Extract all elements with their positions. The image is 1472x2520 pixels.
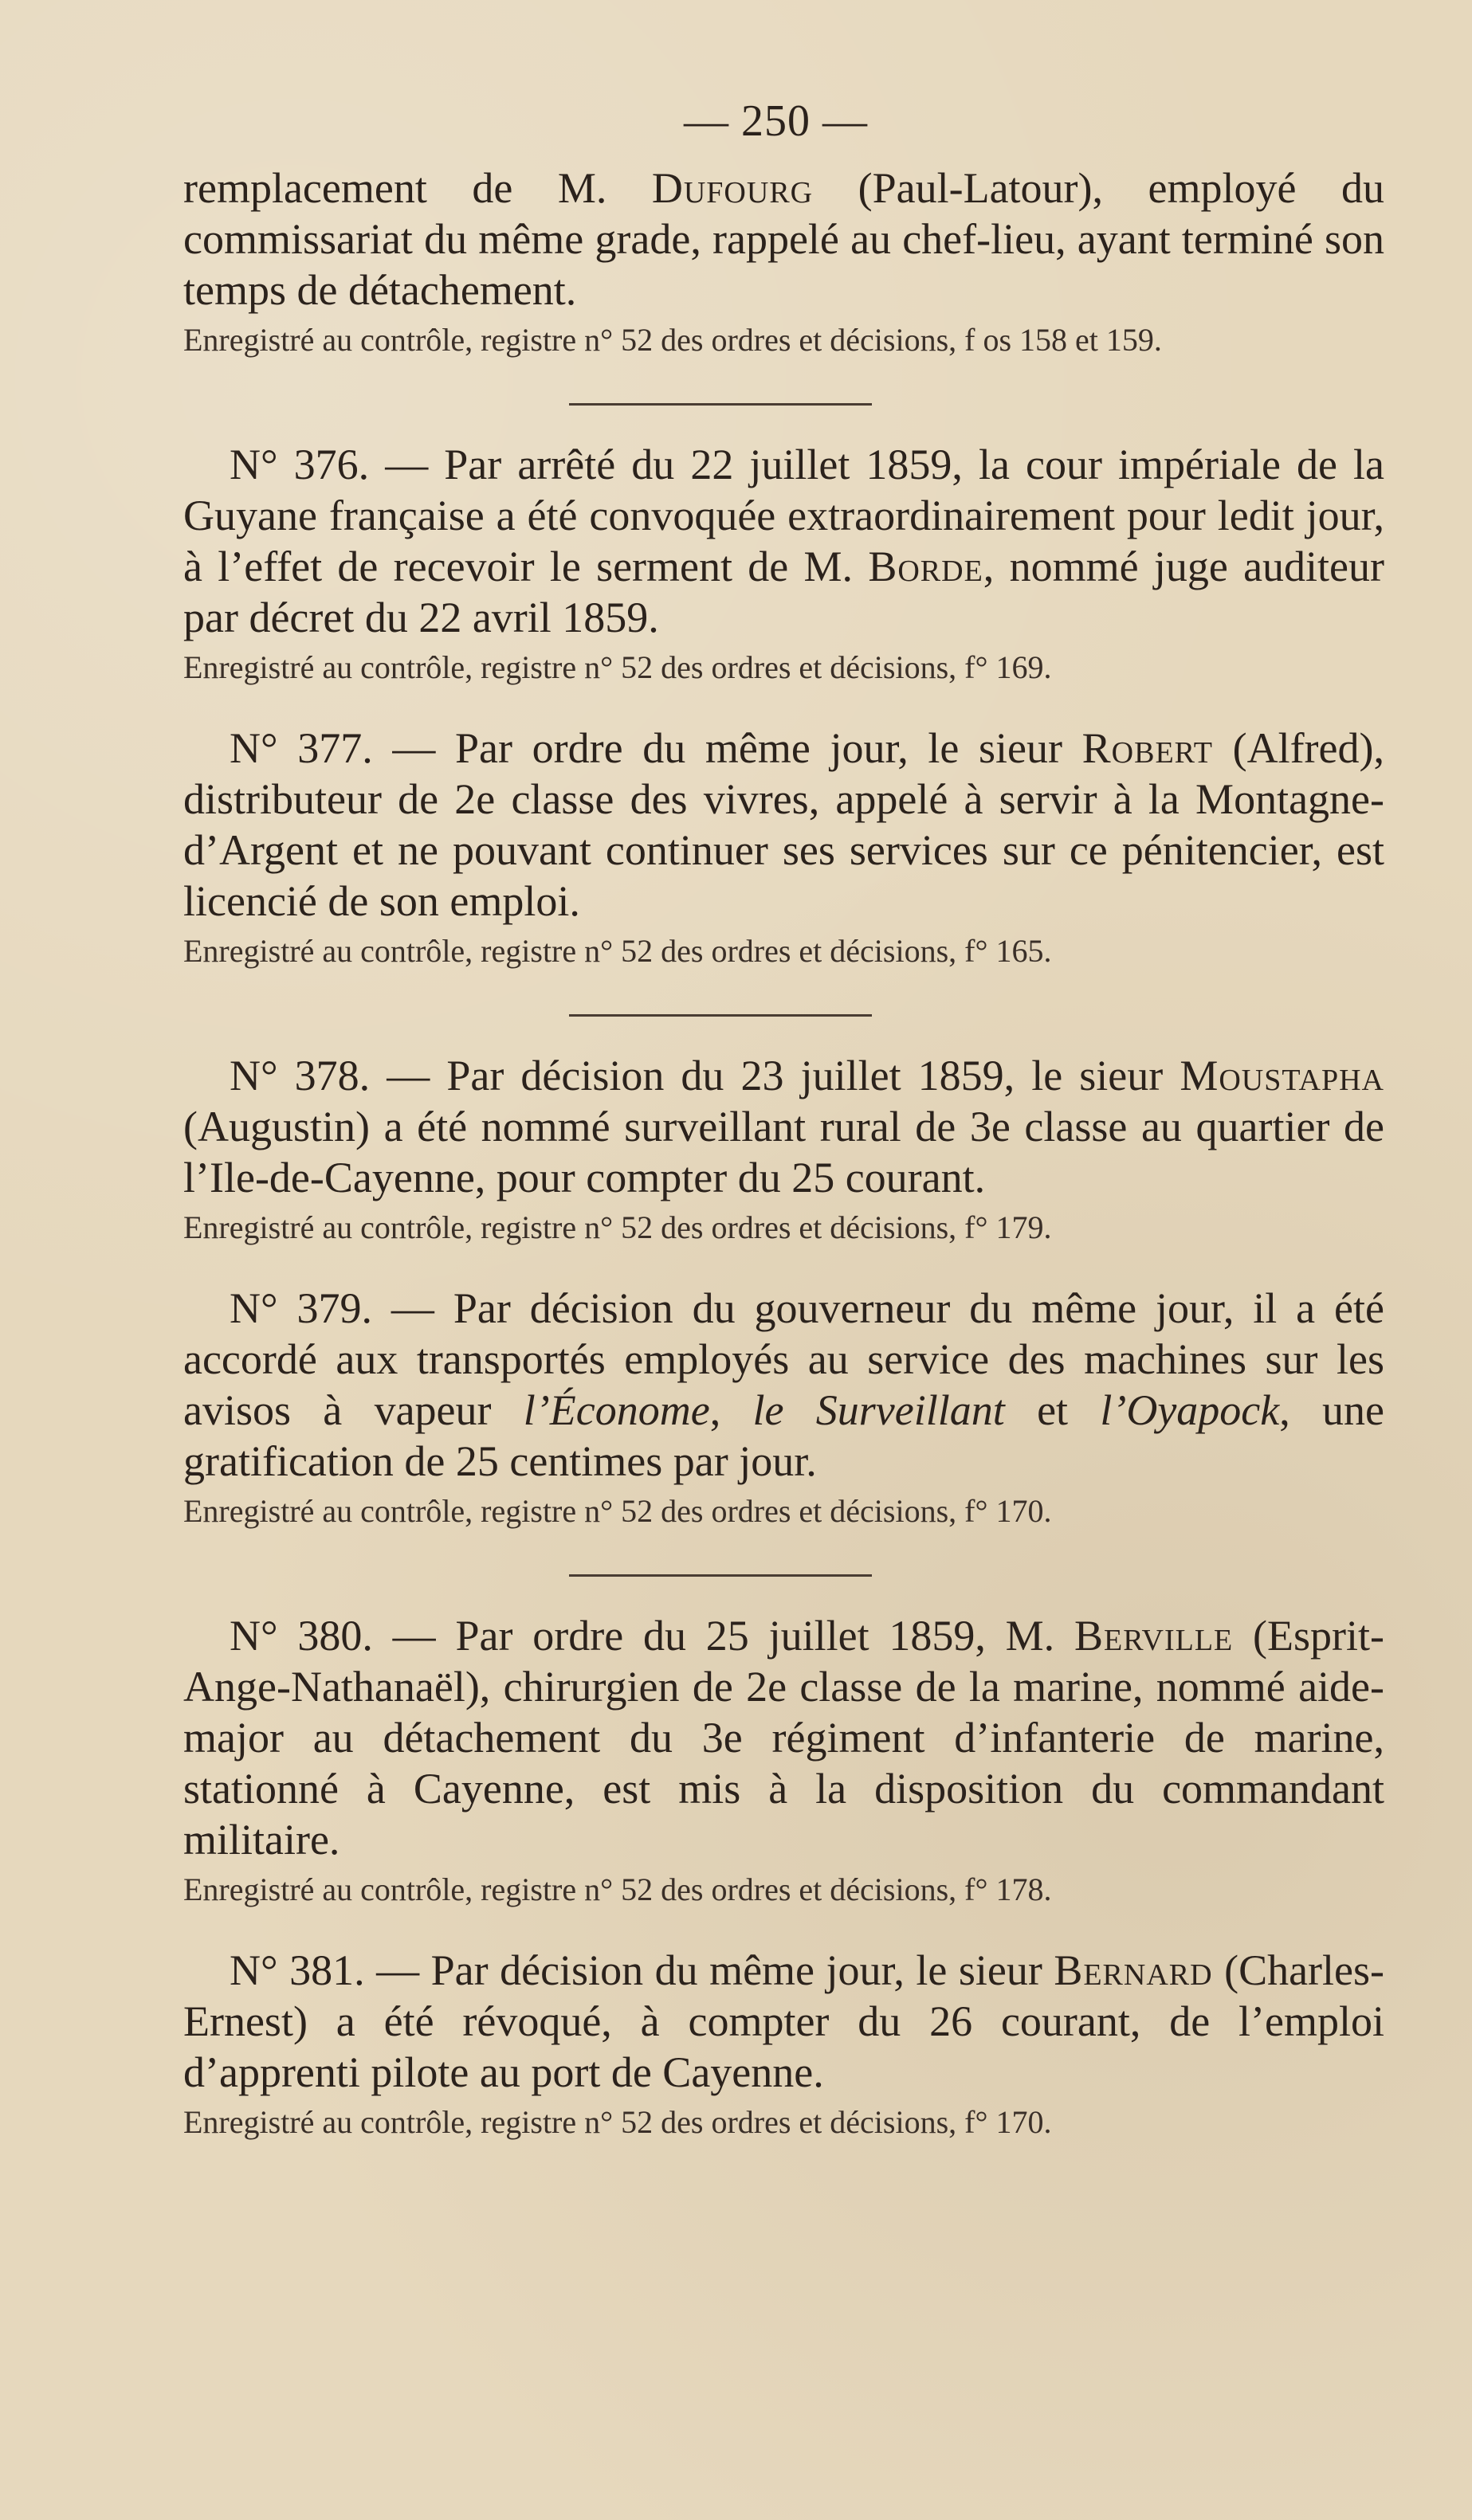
registry-note: Enregistré au contrôle, registre n° 52 des ordres et décisions, f° 170. [183, 1493, 1052, 1529]
entry-body [183, 439, 1384, 643]
registry-note: Enregistré au contrôle, registre n° 52 des ordres et décisions, f° 169. [183, 649, 1052, 685]
person-name: Berville [1074, 1612, 1234, 1660]
entry-body [183, 1945, 1384, 2098]
person-name: Bernard [1054, 1946, 1213, 1994]
ship-name: l’Oyapock [1100, 1386, 1280, 1434]
registry-note: Enregistré au contrôle, registre n° 52 des ordres et décisions, f os 158 et 159. [183, 322, 1162, 358]
body-text: (Augustin) a été nommé surveillant rural de 3e classe au quartier de l’Ile-de-Cayenne, pour compter du 25 courant. [183, 1103, 1384, 1201]
entry-intro [183, 163, 1384, 360]
body-text: N° 377. — Par ordre du même jour, le sieur [230, 724, 1082, 772]
entry-body [183, 1050, 1384, 1203]
section-divider [569, 1574, 872, 1577]
spacer [183, 1248, 1384, 1283]
body-text: , [709, 1386, 753, 1434]
page-number: — 250 — [684, 96, 868, 146]
body-text: et [1004, 1386, 1101, 1434]
entry-378 [183, 1050, 1384, 1248]
entry-body [183, 1283, 1384, 1487]
entry-body [183, 163, 1384, 315]
body-text: (Charles-Ernest) a été révoqué, à compter du 26 courant, de l’emploi d’apprenti pilote au port de Cayenne. [183, 1946, 1385, 2096]
registry-note: Enregistré au contrôle, registre n° 52 des ordres et décisions, f° 165. [183, 933, 1052, 969]
ship-name: l’Économe [523, 1386, 710, 1434]
registry-note: Enregistré au contrôle, registre n° 52 des ordres et décisions, f° 170. [183, 2104, 1052, 2140]
body-text: , une gratification de 25 centimes par jour. [183, 1386, 1385, 1485]
entry-380 [183, 1610, 1384, 1910]
entry-376 [183, 439, 1384, 688]
body-text: N° 381. — Par décision du même jour, le sieur [230, 1946, 1054, 1994]
body-text: N° 376. — Par arrêté du 22 juillet 1859, la cour impériale de la Guyane française a été convoquée extraordinairement pour ledit jour, à l’effet de recevoir le serment de M. [183, 441, 1384, 590]
body-text: remplacement de M. [183, 164, 652, 212]
section-divider [569, 1014, 872, 1017]
spacer [183, 1910, 1384, 1945]
registry-note: Enregistré au contrôle, registre n° 52 des ordres et décisions, f° 179. [183, 1209, 1052, 1245]
entry-381 [183, 1945, 1384, 2142]
body-text: N° 379. — Par décision du gouverneur du même jour, il a été accordé aux transportés employés au service des machines sur les avisos à vapeur [183, 1284, 1384, 1434]
entry-379 [183, 1283, 1384, 1531]
body-text: (Alfred), distributeur de 2e classe des vivres, appelé à servir à la Montagne-d’Argent et ne pouvant continuer ses services sur ce pénitencier, est licencié de son emploi. [183, 724, 1384, 925]
person-name: Dufourg [651, 164, 814, 212]
body-text: N° 378. — Par décision du 23 juillet 1859, le sieur [230, 1052, 1180, 1099]
ship-name: le Surveillant [752, 1386, 1005, 1434]
section-divider [569, 403, 872, 406]
spacer [183, 688, 1384, 723]
entry-377 [183, 723, 1384, 971]
entry-body [183, 723, 1384, 927]
body-text: , nommé juge auditeur par décret du 22 avril 1859. [183, 543, 1384, 641]
person-name: Moustapha [1180, 1052, 1384, 1099]
body-text: N° 380. — Par ordre du 25 juillet 1859, M. [230, 1612, 1074, 1660]
body-text: (Paul-Latour), employé du commissariat du même grade, rappelé au chef-lieu, ayant terminé son temps de détachement. [183, 164, 1384, 314]
entry-body [183, 1610, 1384, 1865]
body-text: (Esprit-Ange-Nathanaël), chirurgien de 2e classe de la marine, nommé aide-major au détachement du 3e régiment d’infanterie de marine, stationné à Cayenne, est mis à la disposition du commandant militaire. [183, 1612, 1384, 1864]
person-name: Borde [868, 543, 983, 590]
registry-note: Enregistré au contrôle, registre n° 52 des ordres et décisions, f° 178. [183, 1871, 1052, 1907]
person-name: Robert [1081, 724, 1213, 772]
